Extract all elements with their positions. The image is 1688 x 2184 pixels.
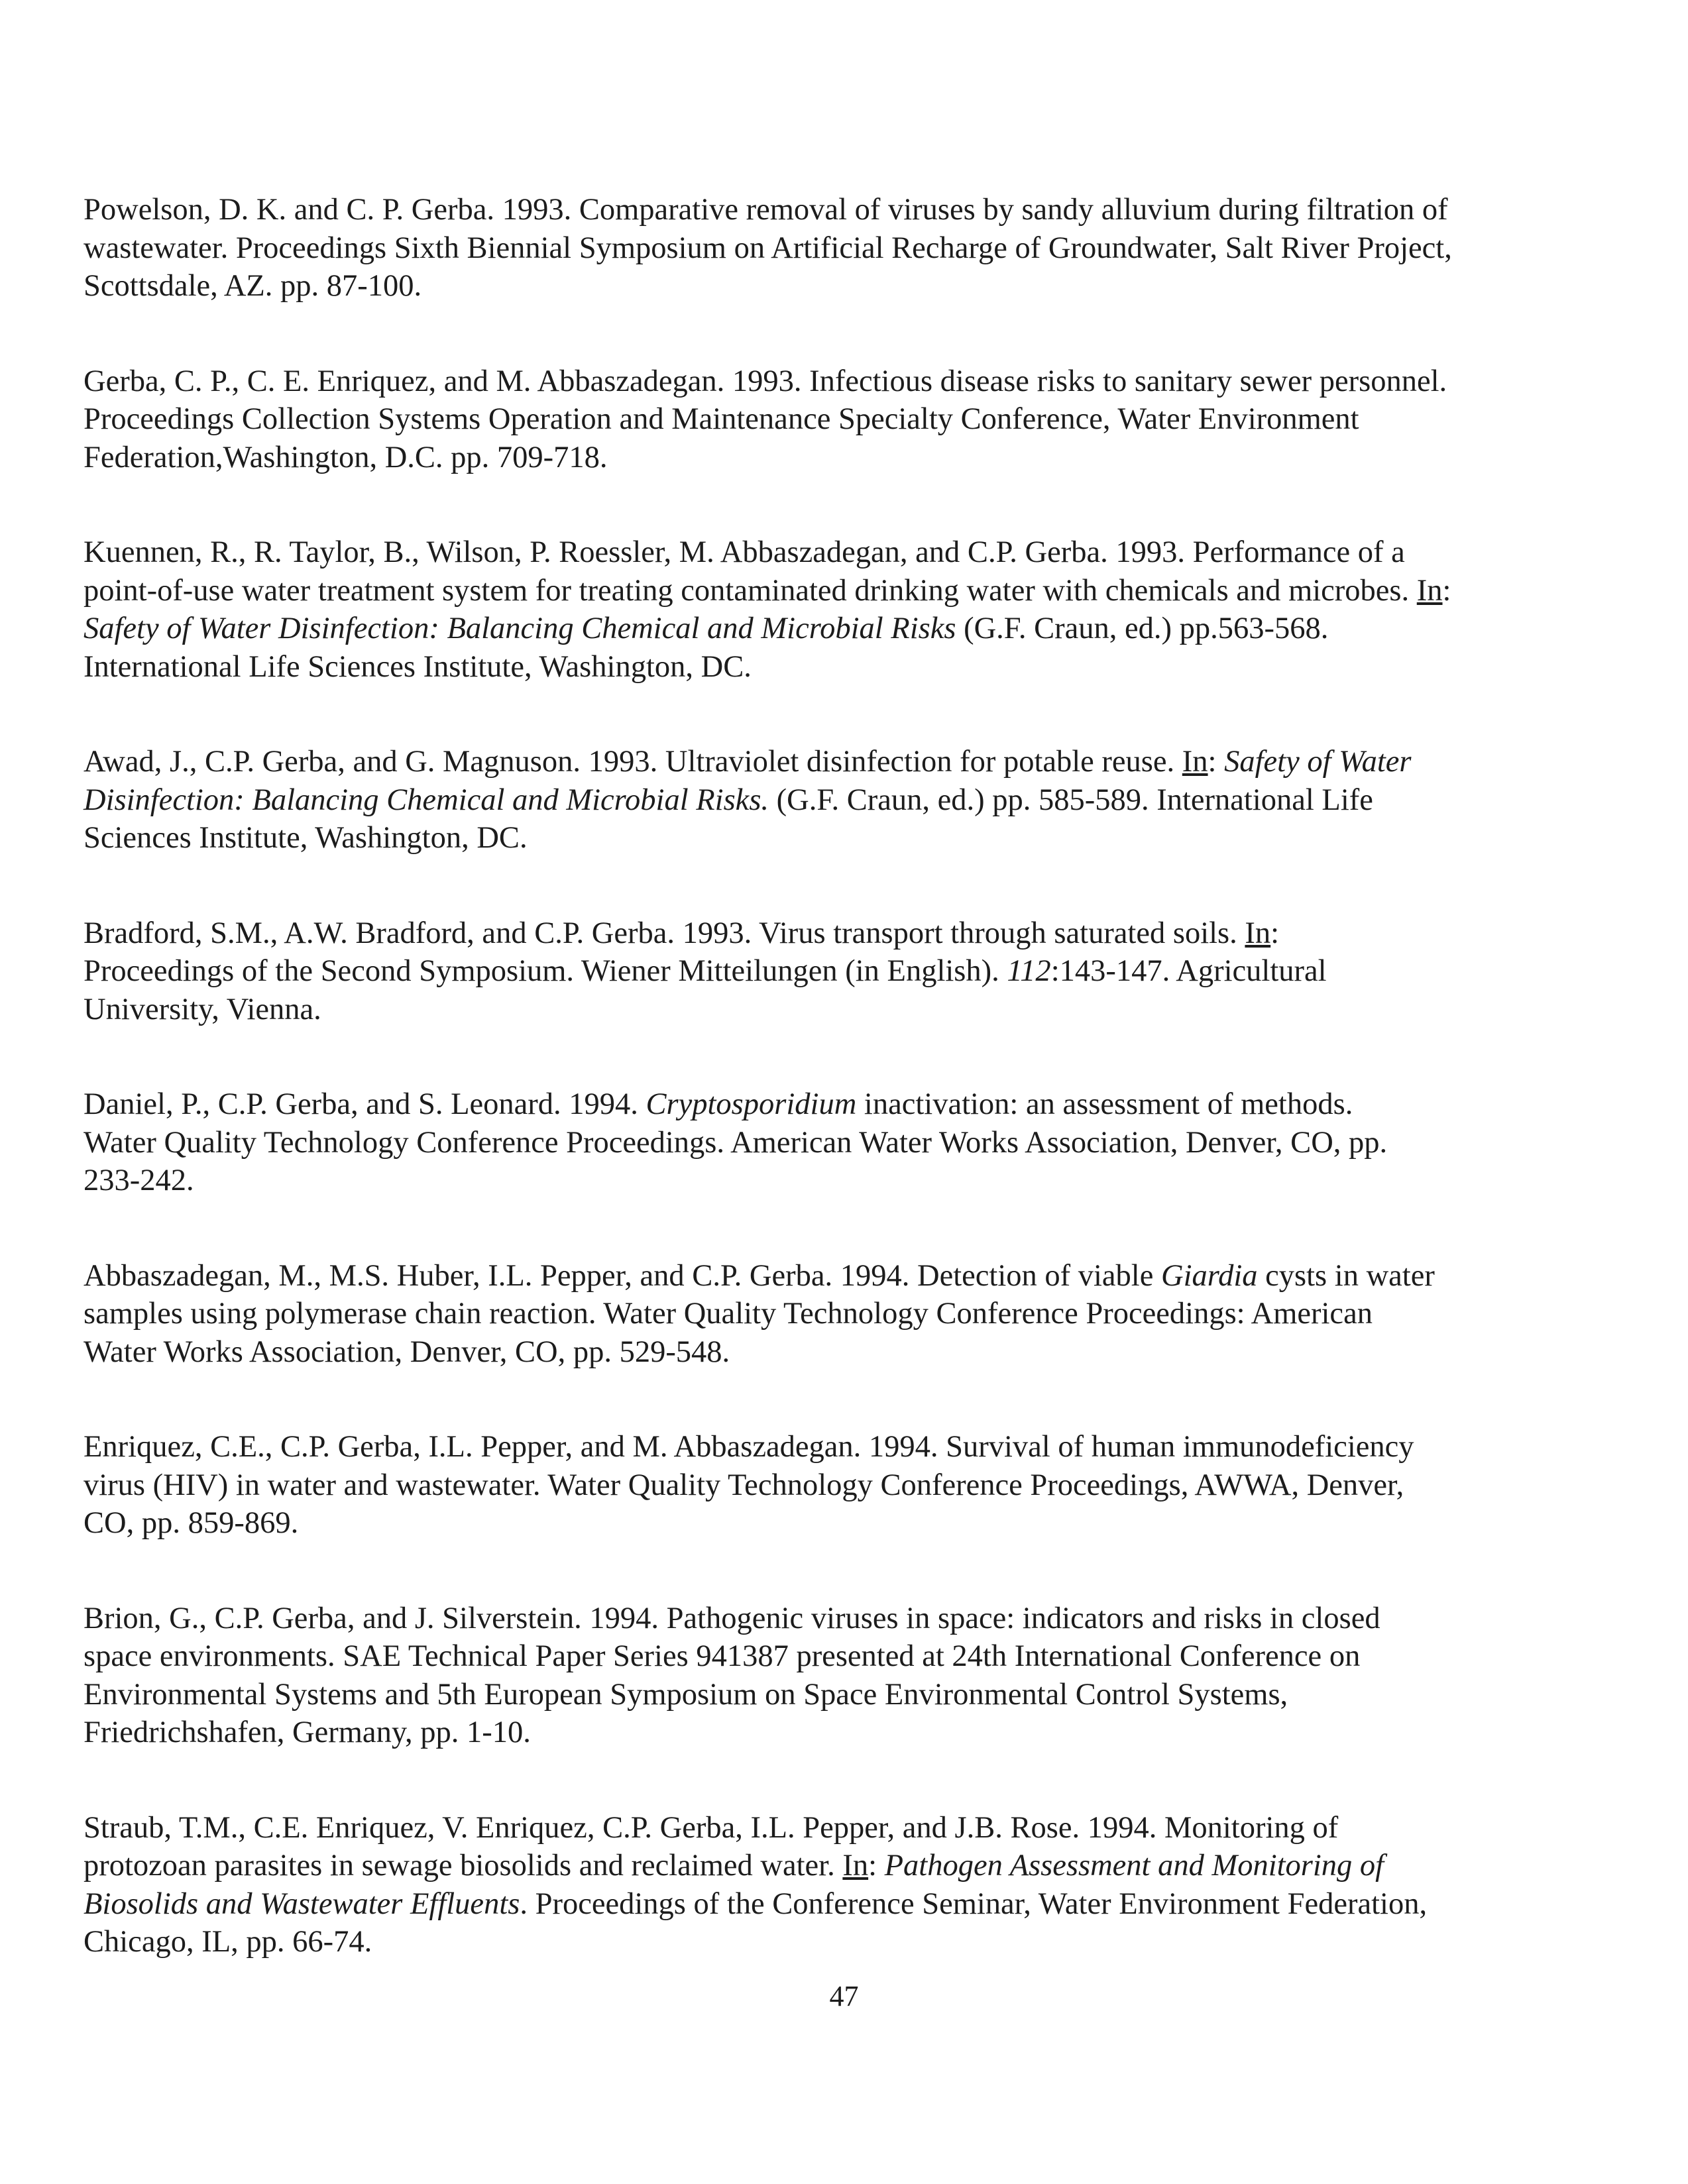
italic-title-text: Pathogen Assessment and Monitoring of	[884, 1849, 1384, 1883]
reference-text: Daniel, P., C.P. Gerba, and S. Leonard. 1994.	[84, 1087, 646, 1121]
reference-text: University, Vienna.	[84, 992, 321, 1026]
reference-entry	[84, 1428, 1555, 1543]
reference-line	[84, 1637, 1555, 1676]
reference-line	[84, 1428, 1555, 1466]
reference-text: point-of-use water treatment system for treating contaminated drinking water with chemicals and microbes.	[84, 573, 1417, 608]
reference-text: :	[1270, 916, 1280, 950]
reference-line	[84, 743, 1555, 781]
reference-line	[84, 1885, 1555, 1924]
reference-line	[84, 1504, 1555, 1543]
reference-line	[84, 267, 1555, 305]
reference-line	[84, 1923, 1555, 1961]
reference-line	[84, 1257, 1555, 1295]
reference-line	[84, 781, 1555, 820]
italic-title-text: Disinfection: Balancing Chemical and Microbial Risks.	[84, 783, 769, 817]
page-number: 47	[829, 1980, 859, 2012]
reference-line	[84, 1847, 1555, 1885]
reference-text: inactivation: an assessment of methods.	[856, 1087, 1353, 1121]
reference-text: Chicago, IL, pp. 66-74.	[84, 1925, 372, 1959]
italic-title-text: 112	[1007, 954, 1051, 988]
reference-text: . Proceedings of the Conference Seminar, Water Environment Federation,	[520, 1886, 1428, 1921]
reference-text: virus (HIV) in water and wastewater. Water Quality Technology Conference Proceedings, AWWA, Denver,	[84, 1468, 1404, 1502]
italic-title-text: Safety of Water	[1224, 745, 1412, 779]
reference-entry	[84, 191, 1555, 305]
reference-text: Proceedings Collection Systems Operation and Maintenance Specialty Conference, Water Environment	[84, 402, 1359, 436]
reference-line	[84, 819, 1555, 857]
reference-text: Proceedings of the Second Symposium. Wiener Mitteilungen (in English).	[84, 954, 1007, 988]
in-marker-text: In	[1416, 573, 1443, 608]
reference-text: :	[868, 1849, 885, 1883]
reference-entry	[84, 1257, 1555, 1372]
reference-text: protozoan parasites in sewage biosolids and reclaimed water.	[84, 1849, 843, 1883]
italic-title-text: Cryptosporidium	[646, 1087, 857, 1121]
reference-text: samples using polymerase chain reaction. Water Quality Technology Conference Proceedings: American	[84, 1297, 1373, 1331]
reference-text: (G.F. Craun, ed.) pp. 585-589. International Life	[769, 783, 1373, 817]
reference-text: Brion, G., C.P. Gerba, and J. Silverstein. 1994. Pathogenic viruses in space: indicators and risks in closed	[84, 1601, 1380, 1635]
in-marker-text: In	[1182, 745, 1208, 779]
reference-line	[84, 991, 1555, 1029]
reference-line	[84, 191, 1555, 229]
reference-text: wastewater. Proceedings Sixth Biennial Symposium on Artificial Recharge of Groundwater, Salt River Project,	[84, 231, 1452, 265]
reference-text: Powelson, D. K. and C. P. Gerba. 1993. Comparative removal of viruses by sandy alluvium during filtration of	[84, 193, 1448, 227]
reference-line	[84, 229, 1555, 268]
reference-line	[84, 400, 1555, 439]
reference-text: Environmental Systems and 5th European Symposium on Space Environmental Control Systems,	[84, 1677, 1288, 1712]
reference-text: Friedrichshafen, Germany, pp. 1-10.	[84, 1716, 531, 1749]
reference-entry	[84, 1809, 1555, 1961]
reference-entry	[84, 362, 1555, 477]
reference-line	[84, 914, 1555, 953]
references-list	[84, 191, 1555, 2018]
reference-line	[84, 572, 1555, 610]
reference-text: cysts in water	[1257, 1258, 1435, 1293]
reference-text: (G.F. Craun, ed.) pp.563-568.	[956, 612, 1329, 645]
reference-text: space environments. SAE Technical Paper Series 941387 presented at 24th International Conference on	[84, 1639, 1361, 1673]
reference-text: :	[1442, 573, 1451, 608]
reference-line	[84, 1162, 1555, 1200]
reference-text: CO, pp. 859-869.	[84, 1506, 299, 1540]
reference-text: Kuennen, R., R. Taylor, B., Wilson, P. Roessler, M. Abbaszadegan, and C.P. Gerba. 1993. Performance of a	[84, 535, 1405, 569]
reference-line	[84, 952, 1555, 991]
reference-text: Gerba, C. P., C. E. Enriquez, and M. Abbaszadegan. 1993. Infectious disease risks to sanitary sewer personnel.	[84, 364, 1447, 398]
reference-entry	[84, 1600, 1555, 1752]
reference-entry	[84, 914, 1555, 1029]
reference-text: International Life Sciences Institute, Washington, DC.	[84, 649, 752, 684]
reference-line	[84, 648, 1555, 686]
reference-text: Bradford, S.M., A.W. Bradford, and C.P. Gerba. 1993. Virus transport through saturated soils.	[84, 916, 1245, 950]
reference-line	[84, 1124, 1555, 1162]
italic-title-text: Giardia	[1160, 1258, 1258, 1293]
reference-line	[84, 1466, 1555, 1505]
reference-line	[84, 1714, 1555, 1752]
reference-text: Scottsdale, AZ. pp. 87-100.	[84, 269, 422, 303]
reference-line	[84, 1333, 1555, 1372]
in-marker-text: In	[1245, 916, 1271, 950]
reference-line	[84, 362, 1555, 401]
reference-line	[84, 1809, 1555, 1847]
reference-text: Enriquez, C.E., C.P. Gerba, I.L. Pepper, and M. Abbaszadegan. 1994. Survival of human immunodeficiency	[84, 1430, 1414, 1464]
reference-text: Straub, T.M., C.E. Enriquez, V. Enriquez, C.P. Gerba, I.L. Pepper, and J.B. Rose. 1994. Monitoring of	[84, 1810, 1339, 1845]
reference-line	[84, 1676, 1555, 1714]
italic-title-text: Biosolids and Wastewater Effluents	[84, 1886, 520, 1921]
reference-line	[84, 1600, 1555, 1638]
reference-text: :	[1208, 745, 1225, 779]
reference-text: Abbaszadegan, M., M.S. Huber, I.L. Pepper, and C.P. Gerba. 1994. Detection of viable	[84, 1258, 1161, 1293]
reference-line	[84, 439, 1555, 477]
reference-text: Awad, J., C.P. Gerba, and G. Magnuson. 1993. Ultraviolet disinfection for potable reuse.	[84, 745, 1182, 779]
reference-line	[84, 1295, 1555, 1333]
reference-text: Sciences Institute, Washington, DC.	[84, 821, 528, 855]
reference-text: Water Quality Technology Conference Proceedings. American Water Works Association, Denver, CO, pp.	[84, 1125, 1388, 1160]
reference-text: Federation,Washington, D.C. pp. 709-718.	[84, 440, 608, 474]
reference-text: Water Works Association, Denver, CO, pp. 529-548.	[84, 1335, 730, 1369]
reference-entry	[84, 533, 1555, 686]
reference-entry	[84, 743, 1555, 857]
reference-line	[84, 1085, 1555, 1124]
reference-line	[84, 610, 1555, 648]
reference-text: 233-242.	[84, 1164, 194, 1197]
in-marker-text: In	[842, 1849, 869, 1883]
italic-title-text: Safety of Water Disinfection: Balancing Chemical and Microbial Risks	[84, 612, 956, 645]
reference-text: :143-147. Agricultural	[1050, 954, 1327, 988]
reference-line	[84, 533, 1555, 572]
reference-entry	[84, 1085, 1555, 1200]
